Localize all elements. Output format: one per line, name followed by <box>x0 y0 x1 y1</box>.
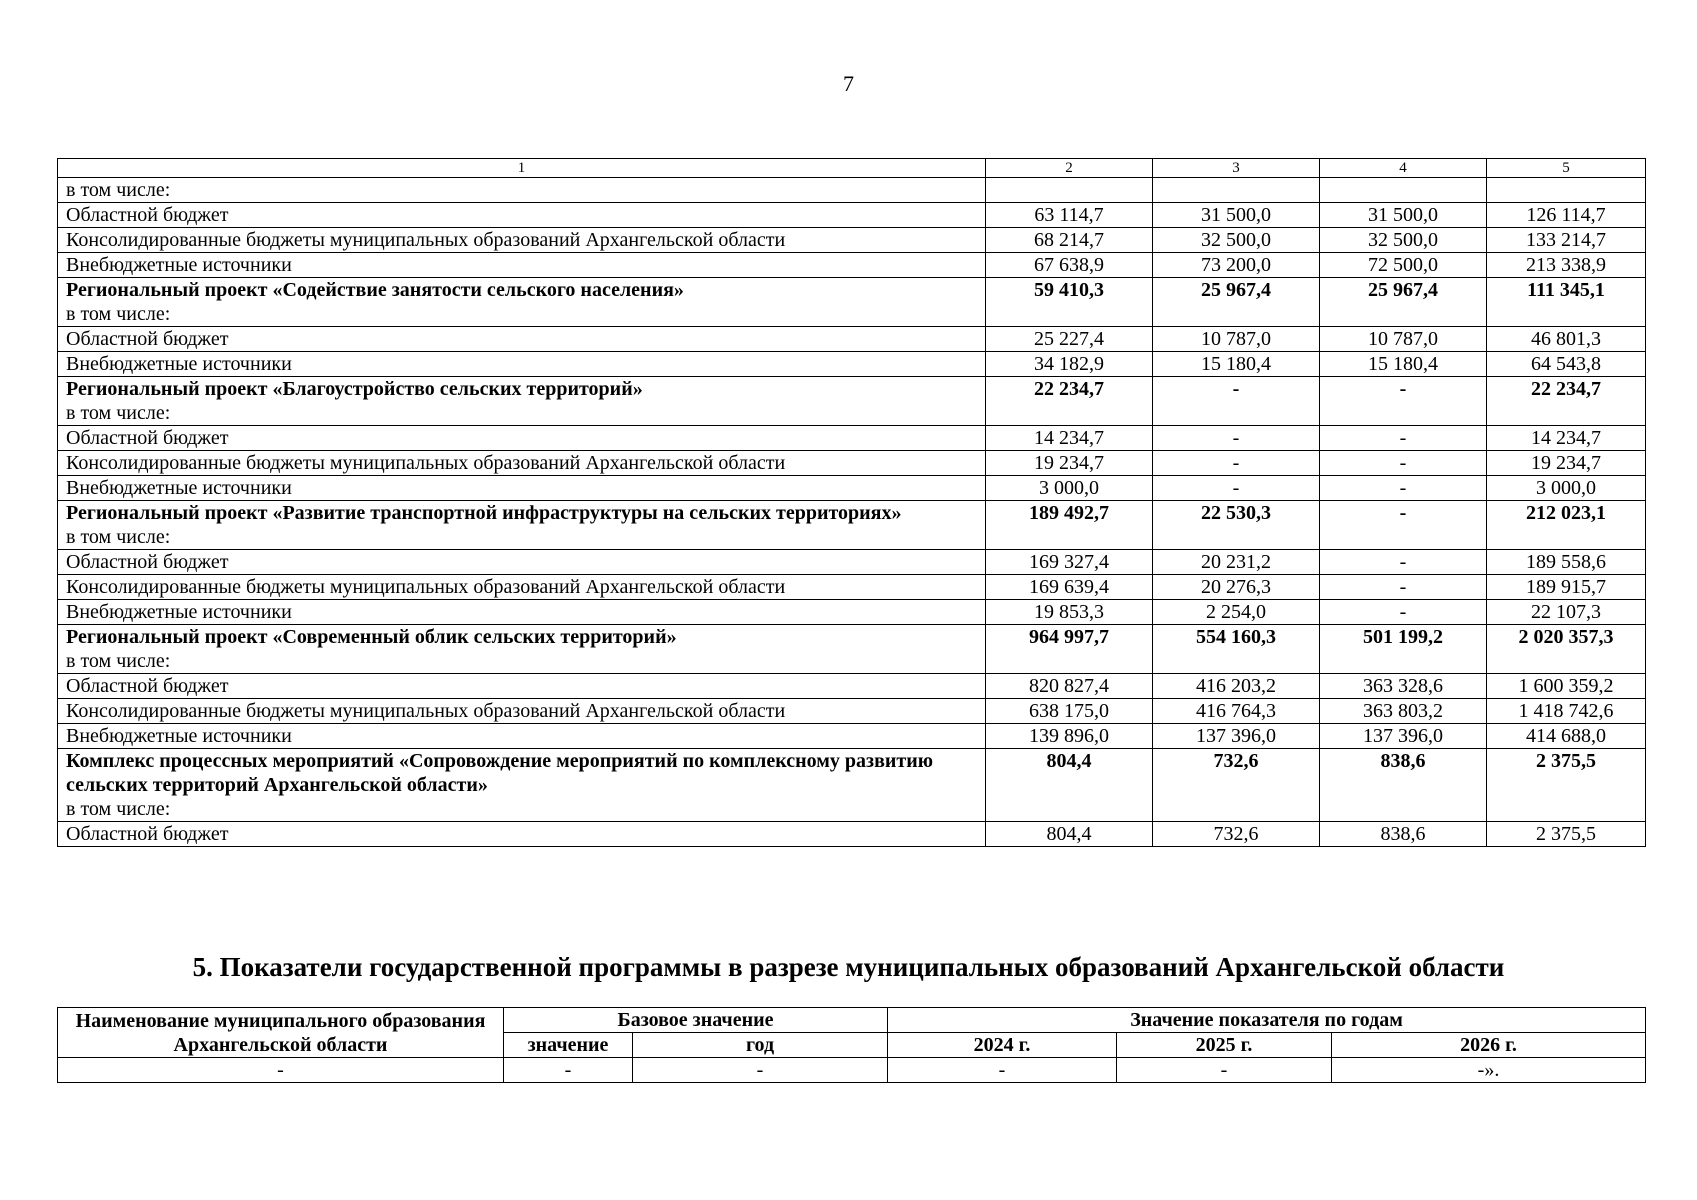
row-label: Внебюджетные источники <box>66 254 292 276</box>
value-cell: 25 227,4 <box>986 327 1153 352</box>
row-label: Консолидированные бюджеты муниципальных образований Архангельской области <box>66 452 786 474</box>
yearly-values-header: Значение показателя по годам <box>888 1008 1646 1033</box>
row-label-cell <box>58 822 986 847</box>
table-row <box>58 352 1646 377</box>
value-cell: 3 000,0 <box>986 476 1153 501</box>
value-cell: 68 214,7 <box>986 228 1153 253</box>
value-cell: - <box>1320 451 1487 476</box>
value-cell: 22 234,7 <box>1487 377 1646 426</box>
value-cell: 67 638,9 <box>986 253 1153 278</box>
value-cell <box>1153 178 1320 203</box>
row-label-cell <box>58 327 986 352</box>
value-cell: 804,4 <box>986 822 1153 847</box>
value-cell: 73 200,0 <box>1153 253 1320 278</box>
row-sublabel: в том числе: <box>66 650 171 672</box>
value-cell: 2 254,0 <box>1153 600 1320 625</box>
value-cell: - <box>1153 377 1320 426</box>
row-sublabel: в том числе: <box>66 303 171 325</box>
value-cell: 213 338,9 <box>1487 253 1646 278</box>
value-cell: - <box>1320 426 1487 451</box>
value-cell: 15 180,4 <box>1153 352 1320 377</box>
value-cell: - <box>1320 575 1487 600</box>
column-header: 4 <box>1320 159 1487 178</box>
value-cell: 804,4 <box>986 749 1153 822</box>
row-label-cell <box>58 476 986 501</box>
table-cell: - <box>58 1058 504 1083</box>
table-cell: - <box>888 1058 1117 1083</box>
column-header: 3 <box>1153 159 1320 178</box>
row-label-cell <box>58 253 986 278</box>
value-cell <box>1320 178 1487 203</box>
row-label-cell <box>58 600 986 625</box>
value-cell: 732,6 <box>1153 822 1320 847</box>
row-label-cell <box>58 699 986 724</box>
row-sublabel: в том числе: <box>66 402 171 424</box>
row-label: Консолидированные бюджеты муниципальных образований Архангельской области <box>66 576 786 598</box>
year-2026-header: 2026 г. <box>1332 1033 1646 1058</box>
table-row <box>58 699 1646 724</box>
value-cell: 72 500,0 <box>1320 253 1487 278</box>
value-cell: - <box>1320 600 1487 625</box>
table-row <box>58 278 1646 327</box>
column-header: 1 <box>58 159 986 178</box>
table-row <box>58 426 1646 451</box>
value-cell: 137 396,0 <box>1320 724 1487 749</box>
value-cell: 10 787,0 <box>1153 327 1320 352</box>
row-label: Внебюджетные источники <box>66 725 292 747</box>
page-number: 7 <box>843 71 854 96</box>
row-label: Областной бюджет <box>66 551 229 573</box>
value-cell: 14 234,7 <box>1487 426 1646 451</box>
table-row <box>58 377 1646 426</box>
value-cell: - <box>1153 426 1320 451</box>
value-cell: 25 967,4 <box>1320 278 1487 327</box>
value-cell: 964 997,7 <box>986 625 1153 674</box>
value-cell: 137 396,0 <box>1153 724 1320 749</box>
table-row <box>58 253 1646 278</box>
value-cell: 25 967,4 <box>1153 278 1320 327</box>
row-label-cell <box>58 749 986 822</box>
table-row <box>58 674 1646 699</box>
value-cell: 1 418 742,6 <box>1487 699 1646 724</box>
table-row <box>58 822 1646 847</box>
table-cell: - <box>504 1058 633 1083</box>
value-cell: - <box>1320 550 1487 575</box>
row-label-cell <box>58 278 986 327</box>
value-cell: 189 558,6 <box>1487 550 1646 575</box>
row-label: Комплекс процессных мероприятий «Сопровождение мероприятий по комплексному развитию сельских территорий Архангельской области» <box>66 750 934 796</box>
table-row <box>58 1058 1646 1083</box>
value-cell: 838,6 <box>1320 822 1487 847</box>
value-cell: 414 688,0 <box>1487 724 1646 749</box>
budget-table-body <box>58 178 1646 847</box>
table-row <box>58 749 1646 822</box>
value-cell: 1 600 359,2 <box>1487 674 1646 699</box>
value-cell: 416 203,2 <box>1153 674 1320 699</box>
value-cell: 31 500,0 <box>1153 203 1320 228</box>
value-cell: 189 915,7 <box>1487 575 1646 600</box>
value-cell: 15 180,4 <box>1320 352 1487 377</box>
value-cell: 111 345,1 <box>1487 278 1646 327</box>
table-row <box>58 575 1646 600</box>
value-cell: 46 801,3 <box>1487 327 1646 352</box>
value-cell: - <box>1320 377 1487 426</box>
base-value-subheader: значение <box>504 1033 633 1058</box>
row-label: Региональный проект «Развитие транспортной инфраструктуры на сельских территориях» <box>66 502 902 524</box>
row-label: Региональный проект «Содействие занятости сельского населения» <box>66 279 684 301</box>
value-cell: 20 231,2 <box>1153 550 1320 575</box>
table-cell: - <box>1117 1058 1332 1083</box>
value-cell: 14 234,7 <box>986 426 1153 451</box>
row-label: Внебюджетные источники <box>66 353 292 375</box>
table-row <box>58 501 1646 550</box>
row-sublabel: в том числе: <box>66 798 171 820</box>
row-label: Региональный проект «Современный облик сельских территорий» <box>66 626 677 648</box>
value-cell: 34 182,9 <box>986 352 1153 377</box>
value-cell: 820 827,4 <box>986 674 1153 699</box>
base-value-header: Базовое значение <box>504 1008 888 1033</box>
value-cell: 732,6 <box>1153 749 1320 822</box>
value-cell: - <box>1153 451 1320 476</box>
value-cell: 20 276,3 <box>1153 575 1320 600</box>
table-cell: - <box>633 1058 888 1083</box>
section-title: 5. Показатели государственной программы в разрезе муниципальных образований Архангельской области <box>192 952 1505 982</box>
table-header-row <box>58 159 1646 178</box>
value-cell: 189 492,7 <box>986 501 1153 550</box>
table-row <box>58 476 1646 501</box>
row-label: в том числе: <box>66 179 171 201</box>
base-year-subheader: год <box>633 1033 888 1058</box>
table-header-row <box>58 1008 1646 1033</box>
table-row <box>58 228 1646 253</box>
value-cell: 139 896,0 <box>986 724 1153 749</box>
municipality-name-header: Наименование муниципального образования Архангельской области <box>58 1008 504 1058</box>
row-label: Консолидированные бюджеты муниципальных образований Архангельской области <box>66 229 786 251</box>
value-cell: 22 234,7 <box>986 377 1153 426</box>
value-cell: 638 175,0 <box>986 699 1153 724</box>
value-cell: 19 234,7 <box>1487 451 1646 476</box>
row-label-cell <box>58 352 986 377</box>
value-cell: - <box>1320 476 1487 501</box>
row-label-cell <box>58 377 986 426</box>
value-cell: 64 543,8 <box>1487 352 1646 377</box>
row-label: Консолидированные бюджеты муниципальных образований Архангельской области <box>66 700 786 722</box>
row-label: Областной бюджет <box>66 328 229 350</box>
value-cell: 169 639,4 <box>986 575 1153 600</box>
row-label-cell <box>58 625 986 674</box>
row-label-cell <box>58 451 986 476</box>
table-row <box>58 178 1646 203</box>
value-cell: 19 234,7 <box>986 451 1153 476</box>
year-2024-header: 2024 г. <box>888 1033 1117 1058</box>
table-row <box>58 550 1646 575</box>
value-cell: 126 114,7 <box>1487 203 1646 228</box>
value-cell: 3 000,0 <box>1487 476 1646 501</box>
row-label: Внебюджетные источники <box>66 601 292 623</box>
row-label: Областной бюджет <box>66 675 229 697</box>
table-row <box>58 203 1646 228</box>
row-label-cell <box>58 550 986 575</box>
row-label-cell <box>58 426 986 451</box>
row-label-cell <box>58 203 986 228</box>
table-row <box>58 724 1646 749</box>
row-label: Внебюджетные источники <box>66 477 292 499</box>
value-cell: 212 023,1 <box>1487 501 1646 550</box>
value-cell: 554 160,3 <box>1153 625 1320 674</box>
value-cell: 169 327,4 <box>986 550 1153 575</box>
value-cell: 32 500,0 <box>1320 228 1487 253</box>
column-header: 5 <box>1487 159 1646 178</box>
value-cell: - <box>1153 476 1320 501</box>
year-2025-header: 2025 г. <box>1117 1033 1332 1058</box>
row-label: Областной бюджет <box>66 204 229 226</box>
value-cell: 363 803,2 <box>1320 699 1487 724</box>
column-header: 2 <box>986 159 1153 178</box>
value-cell: 31 500,0 <box>1320 203 1487 228</box>
value-cell: 133 214,7 <box>1487 228 1646 253</box>
value-cell: 19 853,3 <box>986 600 1153 625</box>
value-cell: 22 530,3 <box>1153 501 1320 550</box>
value-cell: 22 107,3 <box>1487 600 1646 625</box>
value-cell <box>986 178 1153 203</box>
indicators-table <box>57 1007 1646 1083</box>
value-cell: 63 114,7 <box>986 203 1153 228</box>
value-cell: 59 410,3 <box>986 278 1153 327</box>
budget-table <box>57 158 1646 847</box>
row-label-cell <box>58 178 986 203</box>
value-cell: 838,6 <box>1320 749 1487 822</box>
value-cell <box>1487 178 1646 203</box>
row-sublabel: в том числе: <box>66 526 171 548</box>
value-cell: 10 787,0 <box>1320 327 1487 352</box>
row-label: Областной бюджет <box>66 823 229 845</box>
table-row <box>58 327 1646 352</box>
row-label: Региональный проект «Благоустройство сельских территорий» <box>66 378 643 400</box>
value-cell: 2 375,5 <box>1487 822 1646 847</box>
table-row <box>58 600 1646 625</box>
value-cell: 501 199,2 <box>1320 625 1487 674</box>
row-label-cell <box>58 501 986 550</box>
value-cell: 32 500,0 <box>1153 228 1320 253</box>
row-label: Областной бюджет <box>66 427 229 449</box>
value-cell: 416 764,3 <box>1153 699 1320 724</box>
value-cell: 363 328,6 <box>1320 674 1487 699</box>
row-label-cell <box>58 575 986 600</box>
row-label-cell <box>58 724 986 749</box>
row-label-cell <box>58 228 986 253</box>
value-cell: 2 020 357,3 <box>1487 625 1646 674</box>
table-cell: -». <box>1332 1058 1646 1083</box>
value-cell: 2 375,5 <box>1487 749 1646 822</box>
row-label-cell <box>58 674 986 699</box>
value-cell: - <box>1320 501 1487 550</box>
table-row <box>58 625 1646 674</box>
table-row <box>58 451 1646 476</box>
